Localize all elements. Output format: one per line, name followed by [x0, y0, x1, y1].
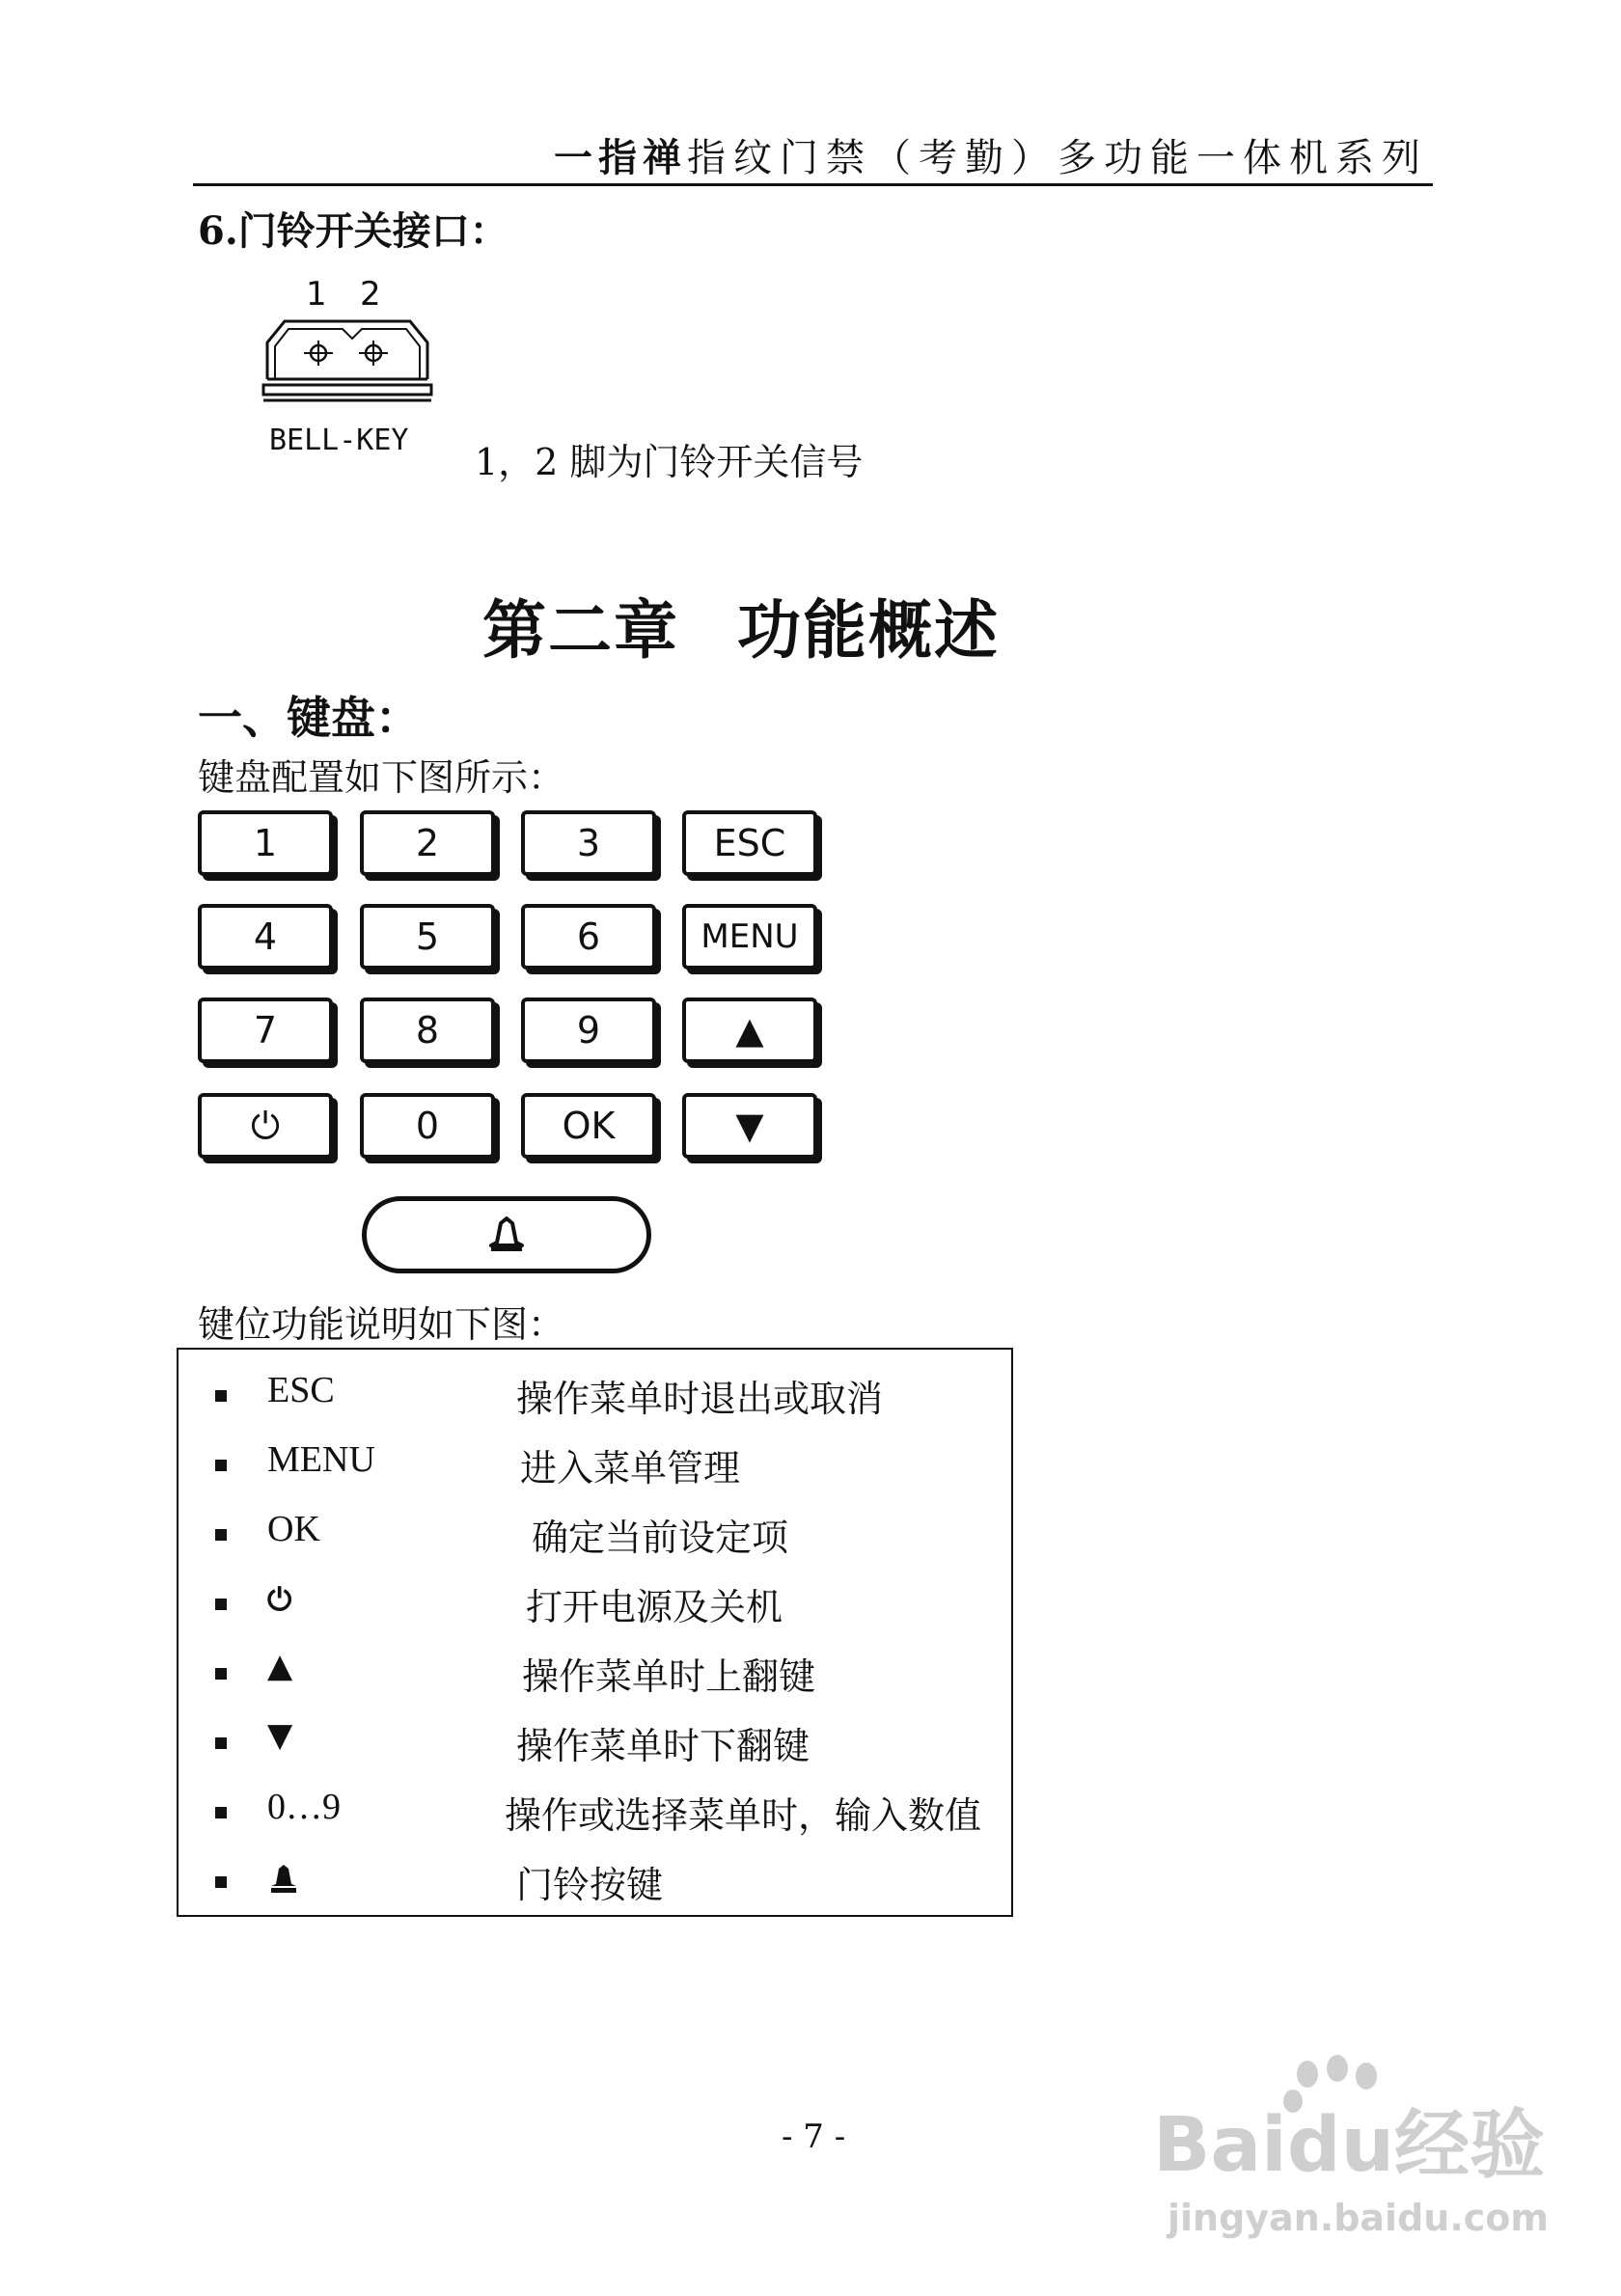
bell-icon	[485, 1216, 528, 1254]
bullet-icon	[215, 1390, 227, 1402]
bell-description: 1，2 脚为门铃开关信号	[475, 441, 864, 483]
key-4: 4	[198, 904, 333, 970]
function-row	[179, 1508, 1011, 1566]
keyboard-intro: 键盘配置如下图所示：	[198, 756, 565, 799]
function-desc: 操作菜单时下翻键	[516, 1725, 810, 1767]
bullet-icon	[215, 1599, 227, 1610]
key-esc: ESC	[682, 810, 817, 876]
key-2: 2	[360, 810, 495, 876]
key-up-arrow-icon: ▲	[682, 998, 817, 1063]
function-key: ESC	[267, 1370, 335, 1410]
header-rule	[193, 183, 1433, 186]
chapter-number: 第二章	[482, 592, 679, 668]
down-arrow-icon: ▼	[267, 1716, 293, 1755]
function-desc: 门铃按键	[516, 1864, 664, 1906]
baidu-watermark	[1148, 2055, 1553, 2248]
bullet-icon	[215, 1460, 227, 1471]
key-7: 7	[198, 998, 333, 1063]
connector-label: BELL-KEY	[269, 424, 409, 457]
key-power-icon: ⏻	[198, 1093, 333, 1159]
page-number: - 7 -	[782, 2118, 846, 2156]
connector-base	[263, 385, 431, 395]
watermark-brand: Baidu经验	[1153, 2102, 1546, 2189]
function-row	[179, 1855, 1011, 1913]
key-menu: MENU	[682, 904, 817, 970]
function-desc: 打开电源及关机	[526, 1586, 783, 1628]
header-brand: 一指禅	[554, 136, 687, 180]
key-3: 3	[521, 810, 656, 876]
function-desc: 操作菜单时退出或取消	[516, 1378, 884, 1420]
pin-number: 1	[306, 275, 327, 314]
chapter-title	[482, 579, 1000, 670]
bullet-icon	[215, 1737, 227, 1749]
function-row	[179, 1647, 1011, 1705]
function-table	[177, 1348, 1013, 1917]
function-key: MENU	[267, 1439, 375, 1480]
function-caption: 键位功能说明如下图：	[198, 1303, 565, 1346]
function-desc: 操作菜单时上翻键	[522, 1655, 816, 1698]
header-title	[554, 127, 1428, 182]
bullet-icon	[215, 1807, 227, 1818]
bullet-icon	[215, 1529, 227, 1541]
function-row	[179, 1369, 1011, 1427]
function-key: 0…9	[267, 1787, 341, 1827]
section-heading: 6.门铃开关接口：	[198, 208, 508, 254]
function-row	[179, 1577, 1011, 1635]
bullet-icon	[215, 1668, 227, 1680]
key-8: 8	[360, 998, 495, 1063]
function-desc: 操作或选择菜单时，输入数值	[505, 1794, 982, 1837]
function-key: OK	[267, 1509, 320, 1549]
function-row	[179, 1716, 1011, 1774]
up-arrow-icon: ▲	[267, 1647, 293, 1685]
chapter-name: 功能概述	[737, 592, 1000, 668]
key-doorbell	[362, 1196, 651, 1273]
power-icon: ⏻	[267, 1581, 292, 1618]
function-desc: 确定当前设定项	[532, 1517, 789, 1559]
connector-inner	[275, 329, 420, 379]
watermark-url: jingyan.baidu.com	[1168, 2197, 1549, 2239]
function-row	[179, 1438, 1011, 1496]
key-9: 9	[521, 998, 656, 1063]
key-5: 5	[360, 904, 495, 970]
key-down-arrow-icon: ▼	[682, 1093, 817, 1159]
keypad-diagram	[198, 810, 825, 1283]
keyboard-heading: 一、键盘：	[198, 692, 420, 744]
key-ok: OK	[521, 1093, 656, 1159]
pin-number: 2	[360, 275, 381, 314]
bell-icon	[267, 1861, 300, 1903]
header-series: 指纹门禁（考勤）多功能一体机系列	[687, 136, 1428, 180]
bell-key-connector-diagram	[256, 273, 449, 466]
key-0: 0	[360, 1093, 495, 1159]
function-row	[179, 1786, 1011, 1844]
bullet-icon	[215, 1876, 227, 1888]
function-desc: 进入菜单管理	[520, 1447, 741, 1490]
key-6: 6	[521, 904, 656, 970]
key-1: 1	[198, 810, 333, 876]
